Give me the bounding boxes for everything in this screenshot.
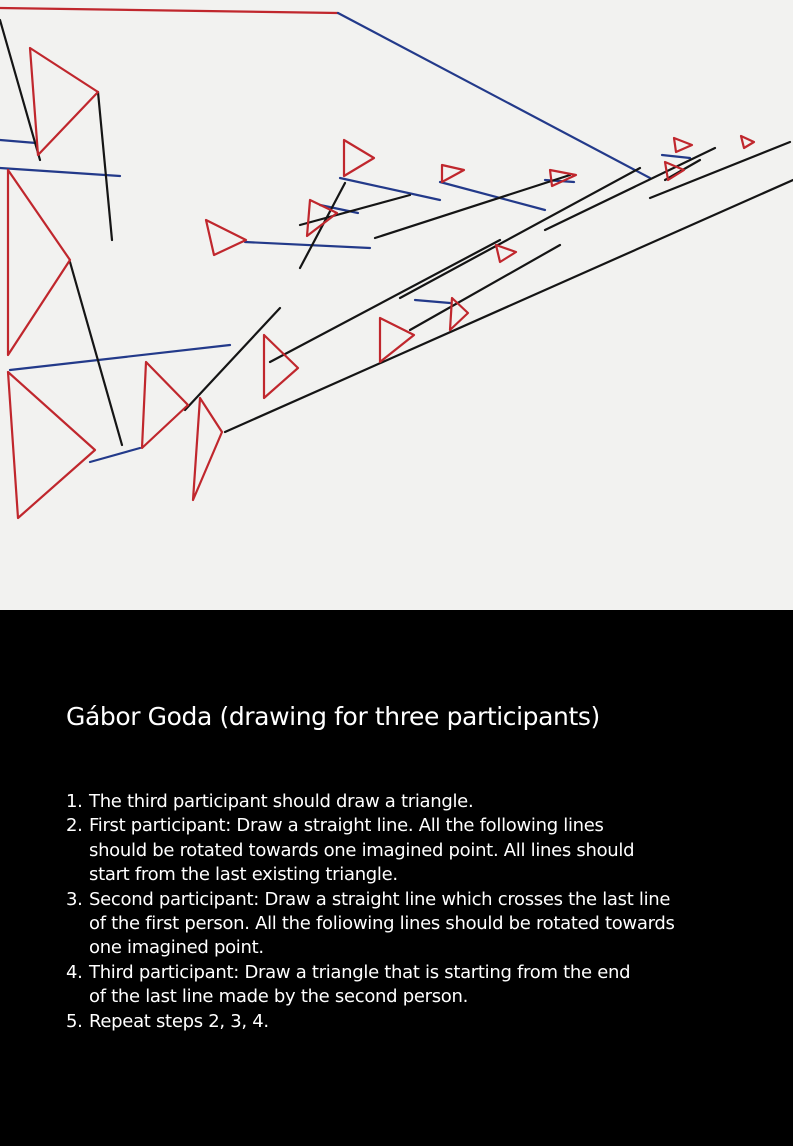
step-text: one imagined point. — [89, 937, 264, 959]
step-number: 2. — [66, 815, 83, 837]
blue-line — [340, 178, 440, 200]
blue-line — [90, 448, 140, 462]
step-text: start from the last existing triangle. — [89, 864, 398, 886]
step-number: 4. — [66, 961, 83, 983]
red-triangle — [442, 165, 464, 182]
black-line — [375, 175, 570, 238]
artwork-title: Gábor Goda (drawing for three participants) — [66, 702, 600, 731]
instruction-list — [66, 790, 756, 1034]
black-line — [185, 308, 280, 410]
black-line — [300, 195, 410, 225]
step-text: Third participant: Draw a triangle that is starting from the end — [89, 961, 631, 983]
step-text: First participant: Draw a straight line. All the following lines — [89, 815, 604, 837]
black-line — [98, 92, 112, 240]
instruction-step — [66, 814, 756, 887]
red-triangle — [193, 398, 222, 500]
red-triangle — [264, 335, 298, 398]
red-triangle — [30, 48, 98, 155]
step-text: The third participant should draw a triangle. — [89, 791, 474, 812]
step-text: Repeat steps 2, 3, 4. — [89, 1010, 269, 1032]
caption-panel — [0, 610, 793, 1146]
red-triangle — [674, 138, 692, 152]
red-triangle — [206, 220, 246, 255]
step-number: 3. — [66, 888, 83, 910]
black-line — [70, 262, 122, 445]
red-triangle — [8, 170, 70, 355]
step-text: should be rotated towards one imagined point. All lines should — [89, 839, 635, 861]
step-text: of the last line made by the second person. — [89, 986, 469, 1008]
step-text: Second participant: Draw a straight line which crosses the last line — [89, 888, 671, 910]
red-top-line — [0, 8, 338, 13]
black-line — [545, 148, 715, 230]
blue-line — [415, 300, 450, 303]
instruction-step — [66, 961, 756, 1010]
black-line — [400, 168, 640, 298]
blue-line — [10, 345, 230, 370]
red-triangle — [344, 140, 374, 176]
blue-line — [245, 242, 370, 248]
red-triangle — [741, 136, 754, 148]
red-triangle — [496, 245, 516, 262]
step-number: 5. — [66, 1010, 83, 1032]
blue-line — [338, 13, 650, 178]
black-line — [225, 180, 793, 432]
instruction-step — [66, 888, 756, 961]
blue-line — [440, 182, 545, 210]
instruction-step — [66, 1010, 756, 1034]
blue-line — [0, 140, 36, 143]
blue-line — [662, 155, 690, 158]
blue-line — [0, 168, 120, 176]
red-triangle — [8, 372, 95, 518]
red-triangle — [142, 362, 188, 448]
instruction-step — [66, 790, 756, 814]
step-number: 1. — [66, 791, 83, 812]
step-text: of the first person. All the foliowing lines should be rotated towards — [89, 913, 675, 935]
